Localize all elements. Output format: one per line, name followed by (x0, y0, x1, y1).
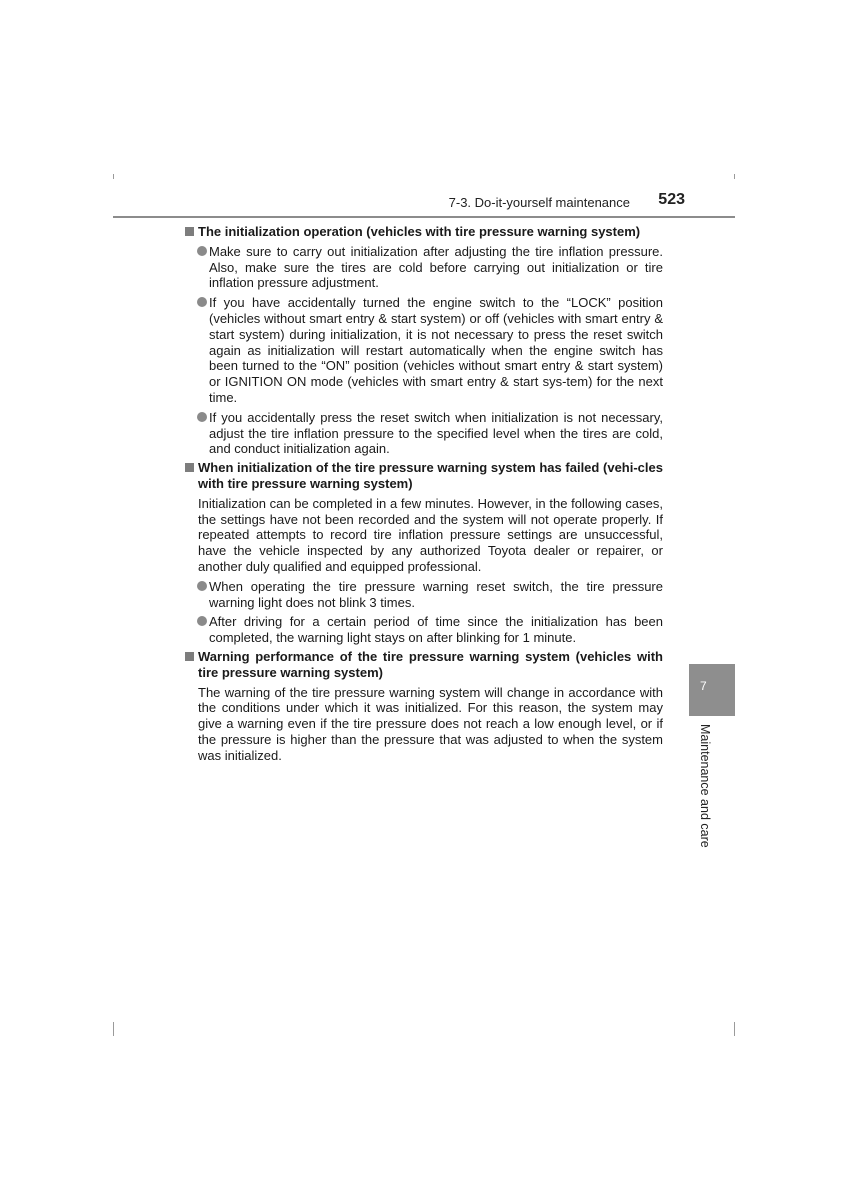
section-heading-text: The initialization operation (vehicles with tire pressure warning system) (198, 224, 641, 239)
crop-mark-bottom-left (113, 1022, 114, 1036)
chapter-tab (689, 664, 735, 716)
crop-mark-top-right (734, 174, 735, 179)
list-item (185, 244, 663, 291)
page-number: 523 (658, 191, 685, 208)
running-header-section-title: 7-3. Do-it-yourself maintenance (448, 195, 630, 210)
section-heading (185, 649, 663, 681)
main-content (185, 224, 663, 767)
circle-bullet-icon (197, 246, 207, 256)
square-bullet-icon (185, 463, 194, 472)
section-heading-text: When initialization of the tire pressure warning system has failed (vehi-cles with tire pressure warning system) (198, 460, 663, 491)
section-warning-performance (185, 649, 663, 764)
section-initialization-failed (185, 460, 663, 646)
section-paragraph: Initialization can be completed in a few minutes. However, in the following cases, the settings have not been recorded and the system will not operate properly. If repeated attempts to record tire inflation pressure settings are unsuccessful, have the vehicle inspected by any authorized Toyota dealer or repairer, or another duly qualified and equipped professional. (198, 495, 663, 574)
circle-bullet-icon (197, 616, 207, 626)
circle-bullet-icon (197, 412, 207, 422)
chapter-title: Maintenance and care (698, 724, 712, 848)
list-item-text: Make sure to carry out initialization after adjusting the tire inflation pressure. Also, make sure the tires are cold before carrying out initialization or tire inflation pressure adjustment. (209, 243, 663, 291)
chapter-number: 7 (700, 679, 707, 693)
list-item (185, 579, 663, 611)
list-item (185, 410, 663, 457)
crop-mark-top-left (113, 174, 114, 179)
list-item-text: When operating the tire pressure warning reset switch, the tire pressure warning light does not blink 3 times. (209, 578, 663, 610)
circle-bullet-icon (197, 297, 207, 307)
section-paragraph: The warning of the tire pressure warning system will change in accordance with the conditions under which it was initialized. For this reason, the system may give a warning even if the tire pressure does not reach a low enough level, or if the pressure is higher than the pressure that was adjusted to when the system was initialized. (198, 684, 663, 763)
square-bullet-icon (185, 652, 194, 661)
crop-mark-bottom-right (734, 1022, 735, 1036)
list-item-text: If you accidentally press the reset switch when initialization is not necessary, adjust the tire inflation pressure to the specified level when the tires are cold, and conduct initialization again. (209, 409, 663, 457)
section-heading-text: Warning performance of the tire pressure warning system (vehicles with tire pressure warning system) (198, 648, 663, 680)
section-heading (185, 460, 663, 492)
square-bullet-icon (185, 227, 194, 236)
list-item-text: After driving for a certain period of time since the initialization has been completed, the warning light stays on after blinking for 1 minute. (209, 614, 663, 646)
circle-bullet-icon (197, 581, 207, 591)
section-heading (185, 224, 663, 240)
list-item (185, 614, 663, 646)
list-item-text: If you have accidentally turned the engine switch to the “LOCK” position (vehicles without smart entry & start system) or off (vehicles with smart entry & start system) during initialization, it is not necessary to press the reset switch again as initialization will restart automatically when the engine switch has been turned to the “ON” position (vehicles without smart entry & start system) or IGNITION ON mode (vehicles with smart entry & start sys-tem) for the next time. (209, 295, 663, 405)
section-initialization-operation (185, 224, 663, 457)
header-rule (113, 216, 735, 218)
list-item (185, 295, 663, 406)
